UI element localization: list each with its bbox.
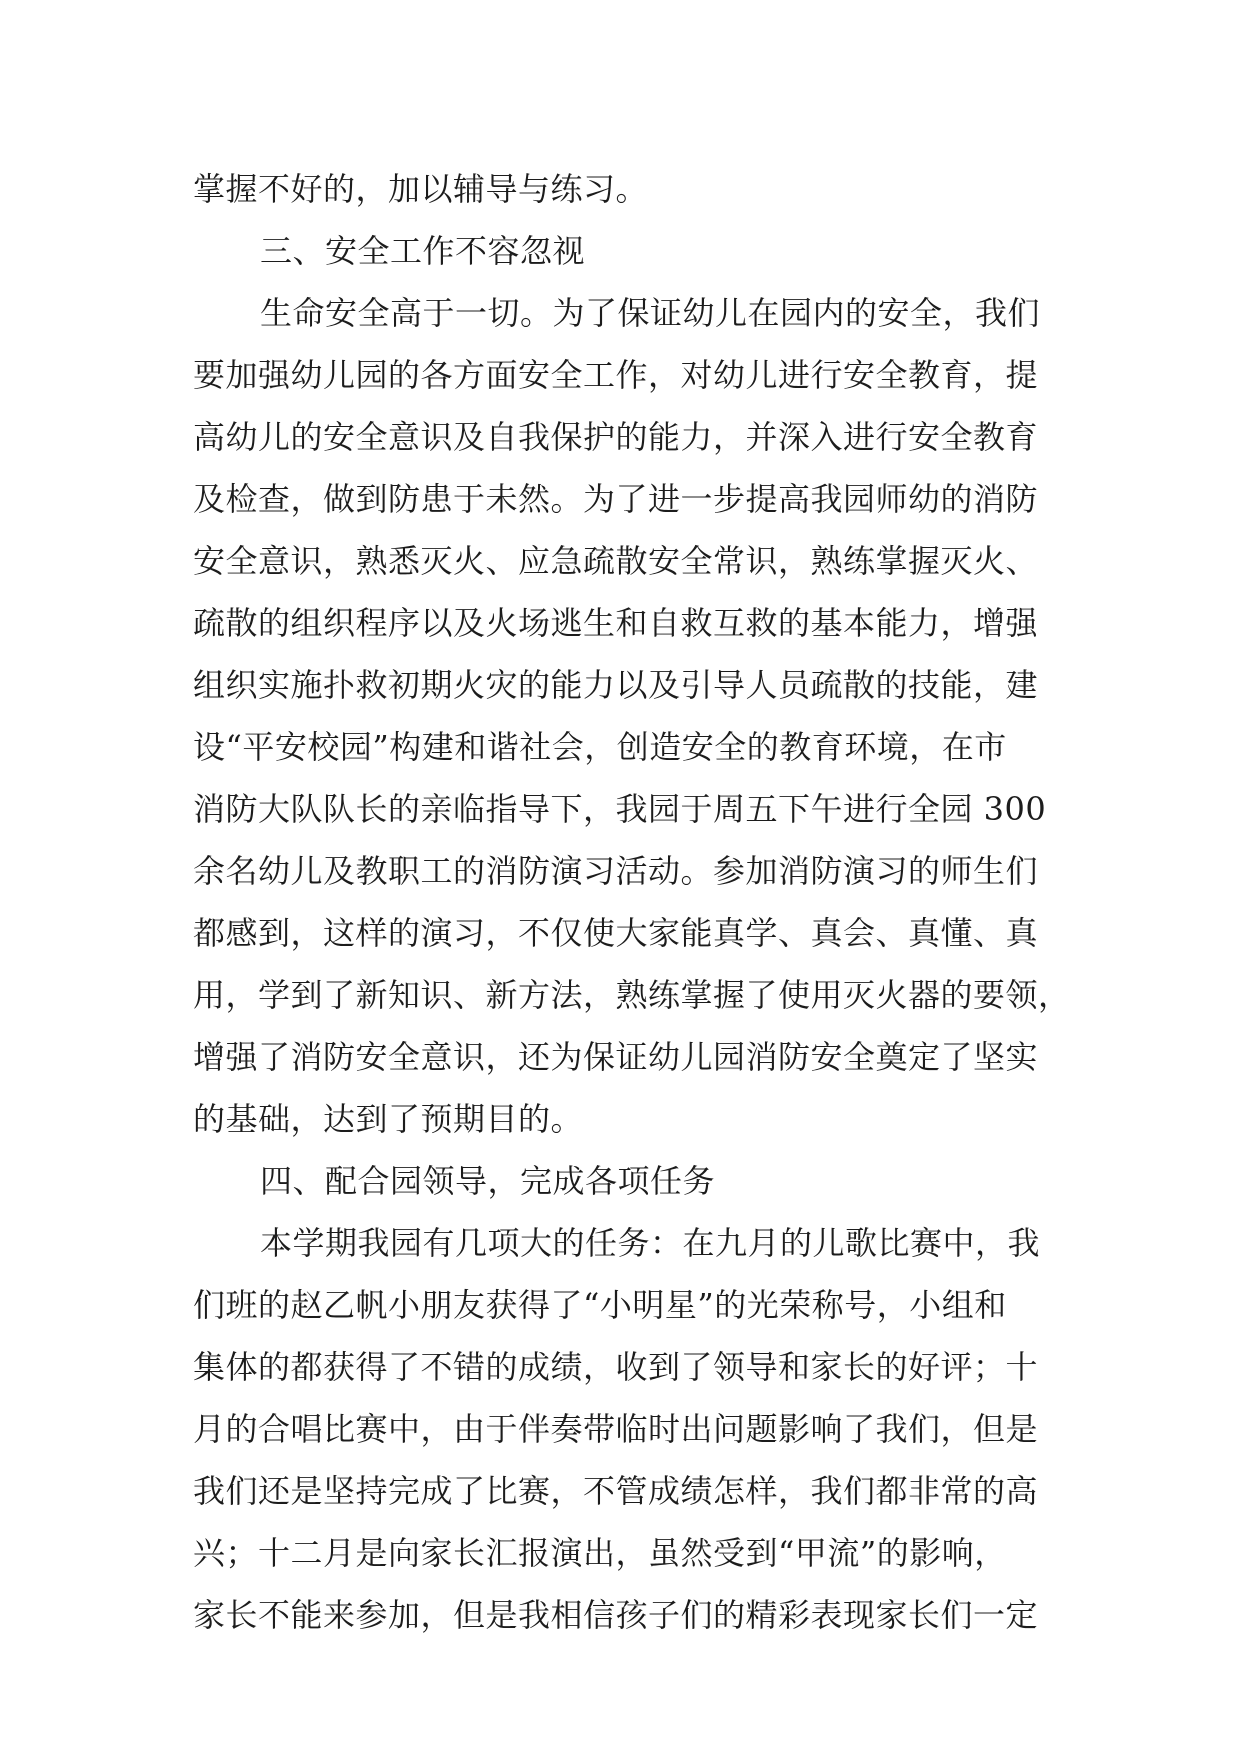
body-line: 组织实施扑救初期火灾的能力以及引导人员疏散的技能，建	[193, 666, 1039, 704]
body-line: 兴；十二月是向家长汇报演出，虽然受到“甲流”的影响，	[193, 1534, 1007, 1572]
body-line: 用，学到了新知识、新方法，熟练掌握了使用灭火器的要领，	[193, 976, 1071, 1014]
body-line: 掌握不好的，加以辅导与练习。	[193, 170, 649, 208]
body-line: 月的合唱比赛中，由于伴奏带临时出问题影响了我们，但是	[193, 1410, 1039, 1448]
body-line: 我们还是坚持完成了比赛，不管成绩怎样，我们都非常的高	[193, 1472, 1039, 1510]
body-line: 的基础，达到了预期目的。	[193, 1100, 584, 1138]
body-line: 安全意识，熟悉灭火、应急疏散安全常识，熟练掌握灭火、	[193, 542, 1039, 580]
body-line: 们班的赵乙帆小朋友获得了“小明星”的光荣称号，小组和	[193, 1286, 1007, 1324]
body-line: 及检查，做到防患于未然。为了进一步提高我园师幼的消防	[193, 480, 1039, 518]
body-line: 设“平安校园”构建和谐社会，创造安全的教育环境，在市	[193, 728, 1007, 766]
body-line: 余名幼儿及教职工的消防演习活动。参加消防演习的师生们	[193, 852, 1039, 890]
body-line: 疏散的组织程序以及火场逃生和自救互救的基本能力，增强	[193, 604, 1039, 642]
body-line: 增强了消防安全意识，还为保证幼儿园消防安全奠定了坚实	[193, 1038, 1039, 1076]
body-line: 集体的都获得了不错的成绩，收到了领导和家长的好评；十	[193, 1348, 1039, 1386]
body-line: 家长不能来参加，但是我相信孩子们的精彩表现家长们一定	[193, 1596, 1039, 1634]
document-body	[193, 158, 1073, 1646]
section-heading-tasks: 四、配合园领导，完成各项任务	[260, 1162, 716, 1200]
body-line: 本学期我园有几项大的任务：在九月的儿歌比赛中，我	[260, 1224, 1041, 1262]
body-line: 都感到，这样的演习，不仅使大家能真学、真会、真懂、真	[193, 914, 1039, 952]
body-line: 生命安全高于一切。为了保证幼儿在园内的安全，我们	[260, 294, 1041, 332]
body-line: 高幼儿的安全意识及自我保护的能力，并深入进行安全教育	[193, 418, 1039, 456]
body-line: 消防大队队长的亲临指导下，我园于周五下午进行全园 300	[193, 790, 1047, 828]
section-heading-safety: 三、安全工作不容忽视	[260, 232, 586, 270]
body-line: 要加强幼儿园的各方面安全工作，对幼儿进行安全教育，提	[193, 356, 1039, 394]
